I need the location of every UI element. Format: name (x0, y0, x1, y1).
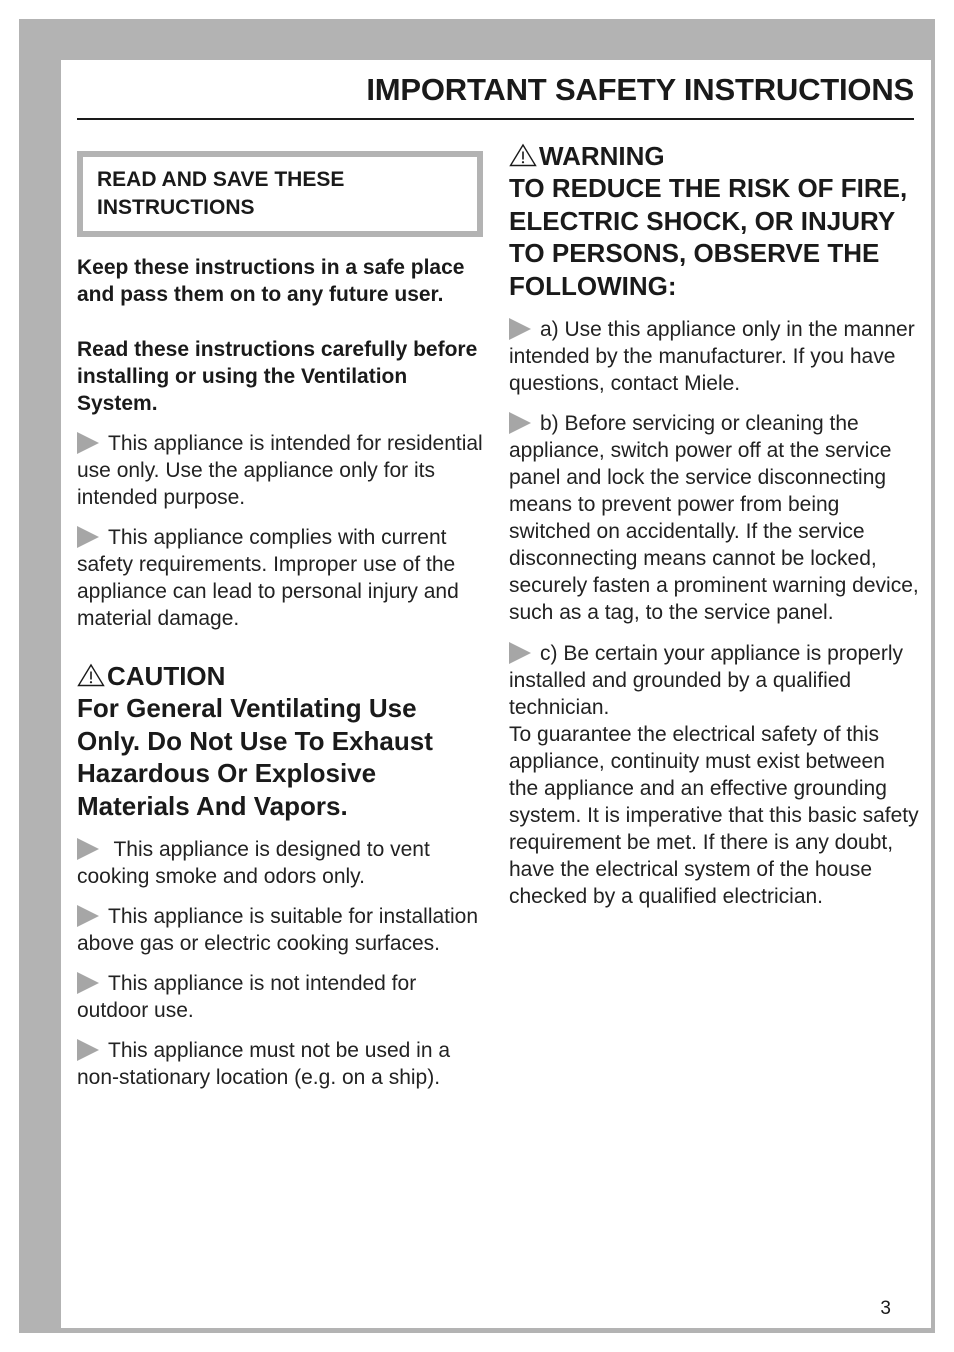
bullet-b-servicing (509, 410, 919, 626)
warning-text: TO REDUCE THE RISK OF FIRE, ELECTRIC SHOCK, OR INJURY TO PERSONS, OBSERVE THE FOLLOWING: (509, 173, 908, 301)
arrow-bullet-icon (77, 526, 99, 548)
bullet-text: This appliance is designed to vent cooking smoke and odors only. (77, 838, 430, 888)
bullet-text: This appliance is suitable for installation above gas or electric cooking surfaces. (77, 905, 479, 955)
bullet-text: This appliance must not be used in a non-stationary location (e.g. on a ship). (77, 1039, 451, 1089)
caution-text: For General Ventilating Use Only. Do Not Use To Exhaust Hazardous Or Explosive Materials And Vapors. (77, 693, 433, 821)
bullet-text: This appliance complies with current safety requirements. Improper use of the appliance can lead to personal injury and material damage. (77, 526, 459, 630)
read-carefully-paragraph: Read these instructions carefully before installing or using the Ventilation System. (77, 338, 478, 415)
bullet-text: a) Use this appliance only in the manner intended by the manufacturer. If you have questions, contact Miele. (509, 318, 915, 395)
arrow-bullet-icon (77, 838, 99, 860)
warning-label: WARNING (539, 141, 665, 171)
electrical-safety-paragraph: To guarantee the electrical safety of this appliance, continuity must exist between the appliance and an effective grounding system. It is imperative that this basic safety requirement be met. If there is any doubt, have the electrical system of the house checked by a qualified electrician. (509, 723, 919, 908)
warning-triangle-icon (509, 143, 537, 167)
keep-instructions-paragraph: Keep these instructions in a safe place and pass them on to any future user. (77, 256, 465, 306)
bullet-text: This appliance is not intended for outdoor use. (77, 972, 417, 1022)
right-column (509, 140, 919, 910)
arrow-bullet-icon (509, 318, 531, 340)
bullet-installation-above (77, 903, 483, 957)
read-and-save-line-1: READ AND SAVE THESE (97, 168, 345, 191)
arrow-bullet-icon (77, 1039, 99, 1061)
warning-block (509, 140, 919, 302)
page-title: IMPORTANT SAFETY INSTRUCTIONS (366, 72, 914, 107)
arrow-bullet-icon (509, 642, 531, 664)
caution-label: CAUTION (107, 661, 226, 691)
bullet-outdoor-use (77, 970, 483, 1024)
bullet-a-manner-intended (509, 316, 919, 397)
left-column (77, 151, 483, 1091)
bullet-safety-requirements (77, 524, 483, 632)
caution-block (77, 660, 483, 822)
bullet-residential-use (77, 430, 483, 511)
bullet-vent-smoke (77, 836, 483, 890)
arrow-bullet-icon (77, 905, 99, 927)
arrow-bullet-icon (77, 432, 99, 454)
warning-heading (509, 140, 919, 172)
bullet-text: b) Before servicing or cleaning the appliance, switch power off at the service panel and lock the service disconnecting means to prevent power from being switched on accidentally. If the service disconnecting means cannot be locked, securely fasten a prominent warning device, such as a tag, to the service panel. (509, 412, 919, 624)
arrow-bullet-icon (509, 412, 531, 434)
arrow-bullet-icon (77, 972, 99, 994)
page-number: 3 (880, 1298, 891, 1319)
caution-heading (77, 660, 483, 692)
bullet-c-grounded (509, 640, 919, 721)
read-and-save-box (77, 151, 483, 237)
page (61, 60, 931, 1328)
title-rule (77, 118, 914, 120)
warning-triangle-icon (77, 663, 105, 687)
read-and-save-box-inner (83, 157, 477, 231)
bullet-non-stationary (77, 1037, 483, 1091)
bullet-text: This appliance is intended for residential use only. Use the appliance only for its intended purpose. (77, 432, 483, 509)
page-frame (19, 19, 935, 1333)
bullet-text: c) Be certain your appliance is properly installed and grounded by a qualified technician. (509, 642, 904, 719)
read-and-save-line-2: INSTRUCTIONS (97, 196, 255, 219)
